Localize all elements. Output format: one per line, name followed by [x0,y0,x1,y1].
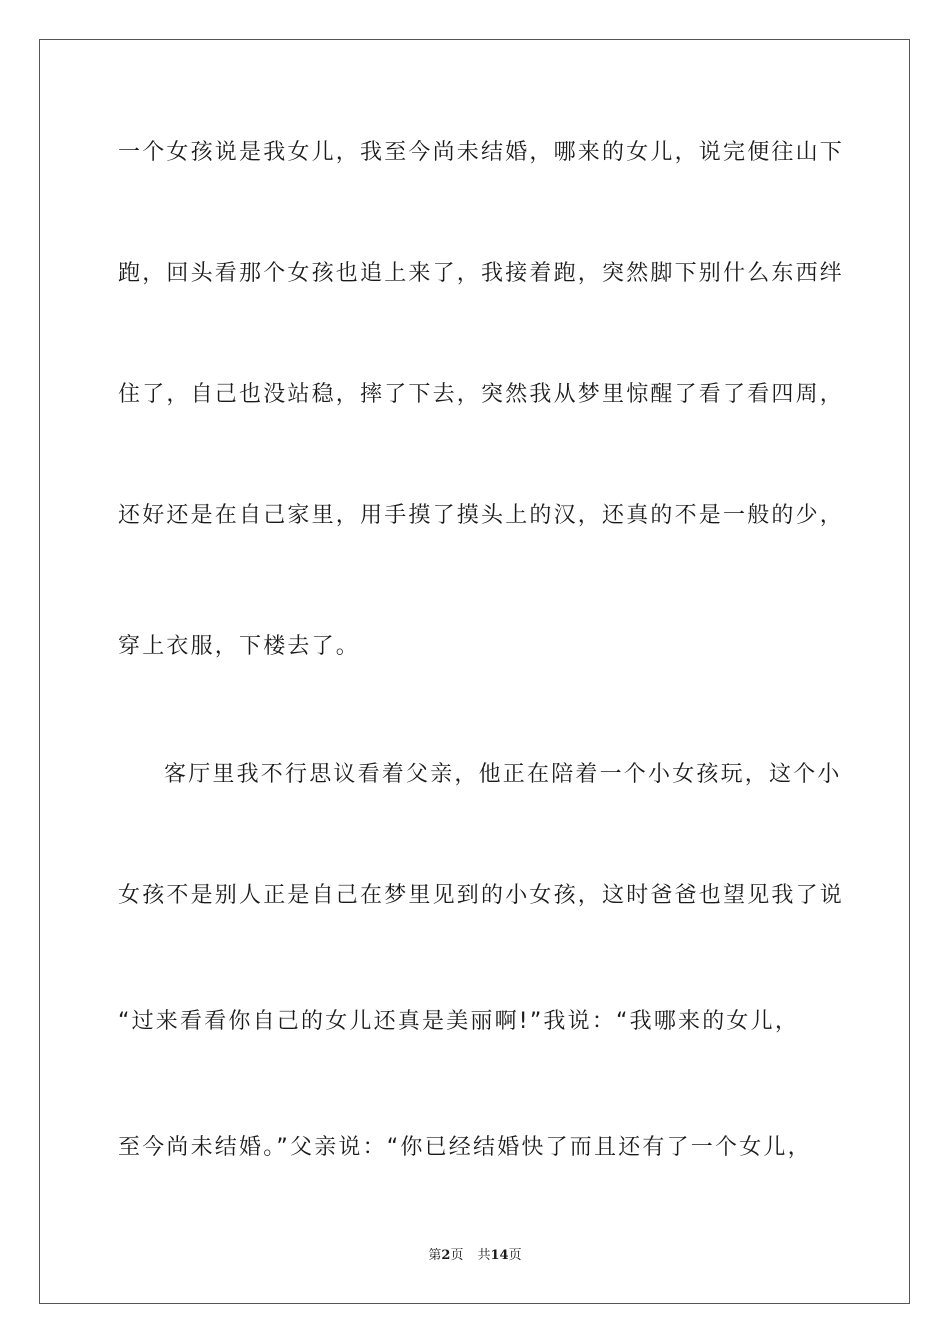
text-line-7: 女孩不是别人正是自己在梦里见到的小女孩，这时爸爸也望见我了说 [118,883,845,908]
text-line-2: 跑，回头看那个女孩也追上来了，我接着跑，突然脚下别什么东西绊 [118,261,845,286]
paragraph-start-line: 客厅里我不行思议看着父亲，他正在陪着一个小女孩玩，这个小 [164,762,842,787]
text-line-3: 住了，自己也没站稳，摔了下去，突然我从梦里惊醒了看了看四周， [118,382,845,407]
text-line-9: 至今尚未结婚。”父亲说：“你已经结婚快了而且还有了一个女儿， [118,1135,812,1160]
total-pages: 14 [490,1248,509,1263]
total-label-prefix: 共 [477,1248,491,1263]
total-label-suffix: 页 [508,1248,522,1263]
page-footer [0,1247,950,1265]
text-line-4: 还好还是在自己家里，用手摸了摸头上的汉，还真的不是一般的少， [118,503,845,528]
page-border [39,39,910,1304]
page-number: 2 [441,1248,451,1263]
text-line-5: 穿上衣服，下楼去了。 [118,634,361,659]
text-line-8: “过来看看你自己的女儿还真是美丽啊!”我说：“我哪来的女儿， [118,1009,800,1034]
page-label-suffix: 页 [450,1248,464,1263]
page-label-prefix: 第 [428,1248,442,1263]
text-line-1: 一个女孩说是我女儿，我至今尚未结婚，哪来的女儿，说完便往山下 [118,140,845,165]
